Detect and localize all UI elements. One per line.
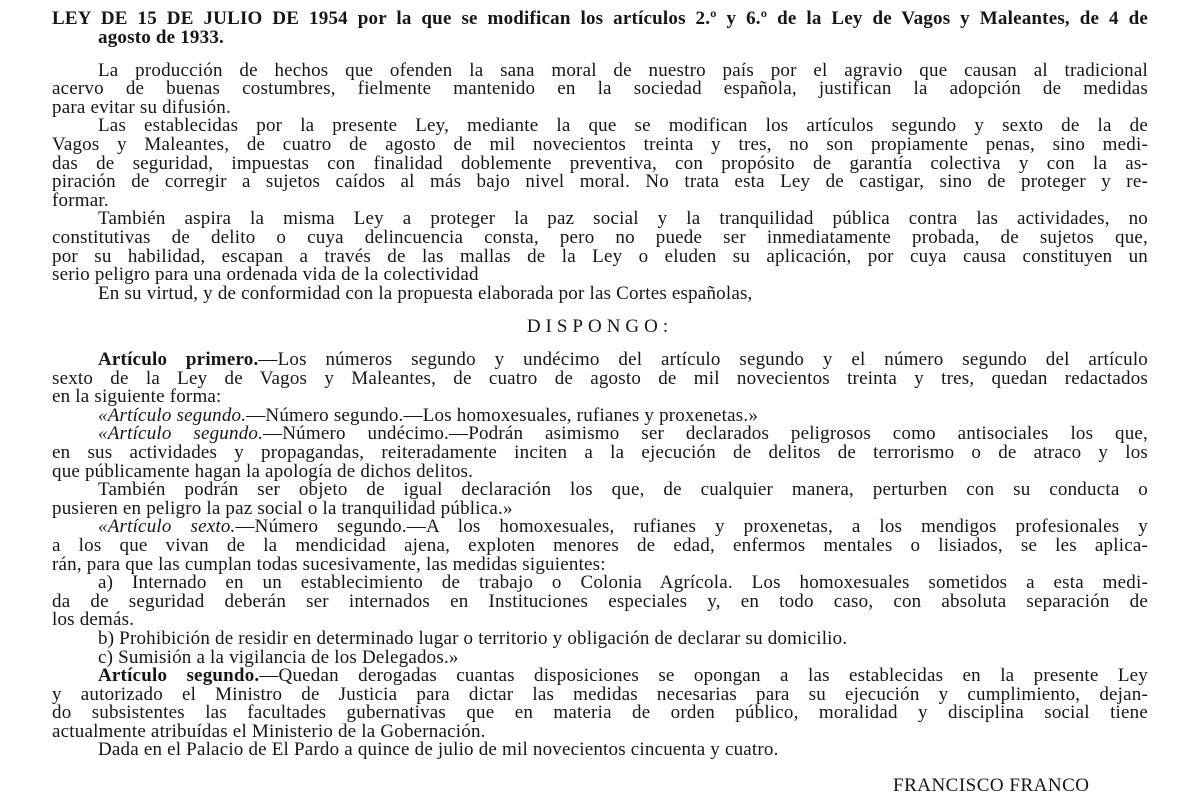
line-text: da de seguridad deberán ser internados en Instituciones especiales y, en todo caso, con absoluta separación de (52, 590, 1148, 612)
text-line (52, 282, 1148, 304)
line-text: constitutivas de delito o cuya delincuencia consta, pero no puede ser inmediatamente probada, de sujetos que, (52, 227, 1148, 249)
line-text: DISPONGO: (526, 315, 674, 337)
line-text: Dada en el Palacio de El Pardo a quince de julio de mil novecientos cincuenta y cuatro. (98, 739, 779, 761)
line-text: serio peligro para una ordenada vida de la colectividad (52, 264, 479, 286)
line-text: actualmente atribuídas el Ministerio de la Gobernación. (52, 720, 486, 742)
law-document (52, 10, 1148, 760)
line-text: —Número segundo.—A los homoxesuales, rufianes y proxenetas, a los mendigos profesionales y (235, 516, 1148, 538)
line-text: b) Prohibición de residir en determinado lugar o territorio y obligación de declarar su domicilio. (98, 627, 848, 649)
quoted-article-heading: «Artículo sexto. (98, 516, 236, 538)
line-text: —Los números segundo y undécimo del artículo segundo y el número segundo del artículo (258, 349, 1148, 370)
section-heading (52, 315, 1148, 337)
line-text: sexto de la Ley de Vagos y Maleantes, de cuatro de agosto de mil novecientos treinta y tres, quedan redactados (52, 367, 1148, 389)
line-text: —Quedan derogadas cuantas disposiciones se opongan a las establecidas en la presente Ley (259, 665, 1148, 687)
quoted-article-heading: «Artículo segundo. (98, 423, 264, 445)
line-text: en la siguiente forma: (52, 386, 222, 408)
line-text: piración de corregir a sujetos caídos al más bajo nivel moral. No trata esta Ley de castigar, sino de proteger y re- (52, 171, 1148, 193)
line-text: en sus actividades y propagandas, reiteradamente inciten a la ejecución de delitos de terrorismo o de atraco y los (52, 441, 1148, 463)
line-text: los demás. (52, 609, 135, 631)
line-text: acervo de buenas costumbres, fielmente mantenido en la sociedad española, justifican la adopción de medidas (52, 78, 1148, 100)
line-text: formar. (52, 189, 109, 211)
line-text: que públicamente hagan la apología de dichos delitos. (52, 460, 474, 482)
line-text: LEY DE 15 DE JULIO DE 1954 por la que se modifican los artículos 2.º y 6.º de la Ley de Vagos y Maleantes, de 4 de (52, 8, 1148, 29)
article-heading: Artículo segundo. (98, 665, 260, 687)
text-line (52, 741, 1148, 760)
line-text: y autorizado el Ministro de Justicia para dictar las medidas necesarias para su ejecución y cumplimiento, dejan- (52, 683, 1148, 705)
line-text: pusieren en peligro la paz social o la tranquilidad pública.» (52, 497, 513, 519)
line-text: a los que vivan de la mendicidad ajena, exploten menores de edad, enfermos mentales o lisiados, se les aplica- (52, 534, 1148, 556)
line-text: —Número segundo.—Los homoxesuales, rufianes y proxenetas.» (246, 404, 759, 426)
line-text: También aspira la misma Ley a proteger la paz social y la tranquilidad pública contra las actividades, no (98, 208, 1148, 230)
document-title-line (52, 26, 1148, 48)
line-text: do subsistentes las facultades gubernativas que en materia de orden público, moralidad y disciplina social tiene (52, 702, 1148, 724)
line-text: La producción de hechos que ofenden la sana moral de nuestro país por el agravio que causan al tradicional (98, 59, 1148, 81)
text-line (52, 590, 1148, 612)
line-text: rán, para que las cumplan todas sucesivamente, las medidas siguientes: (52, 553, 606, 575)
signature: FRANCISCO FRANCO (893, 775, 1090, 796)
quoted-article-heading: «Artículo segundo. (98, 404, 247, 426)
line-text: Vagos y Maleantes, de cuatro de agosto de mil novecientos treinta y tres, no son propiamente penas, sino medi- (52, 134, 1148, 156)
line-text: das de seguridad, impuestas con finalidad doblemente preventiva, con propósito de garantía colectiva y con la as- (52, 152, 1148, 174)
line-text: por su habilidad, escapan a través de las mallas de la Ley o eluden su aplicación, por cuya causa constituyen un (52, 245, 1148, 267)
text-line (52, 173, 1148, 192)
line-text: También podrán ser objeto de igual declaración los que, de cualquier manera, perturben con su conducta o (98, 479, 1148, 501)
line-text: c) Sumisión a la vigilancia de los Delegados.» (98, 646, 459, 668)
line-text: para evitar su difusión. (52, 96, 231, 118)
line-text: a) Internado en un establecimiento de trabajo o Colonia Agrícola. Los homoxesuales sometidos a esta medi- (98, 572, 1148, 594)
article-heading: Artículo primero. (98, 349, 259, 370)
line-text: Las establecidas por la presente Ley, mediante la que se modifican los artículos segundo y sexto de la de (98, 115, 1148, 137)
line-text: En su virtud, y de conformidad con la propuesta elaborada por las Cortes españolas, (98, 282, 753, 304)
line-text: —Número undécimo.—Podrán asimismo ser declarados peligrosos como antisociales los que, (263, 423, 1148, 445)
line-text: agosto de 1933. (98, 26, 224, 48)
